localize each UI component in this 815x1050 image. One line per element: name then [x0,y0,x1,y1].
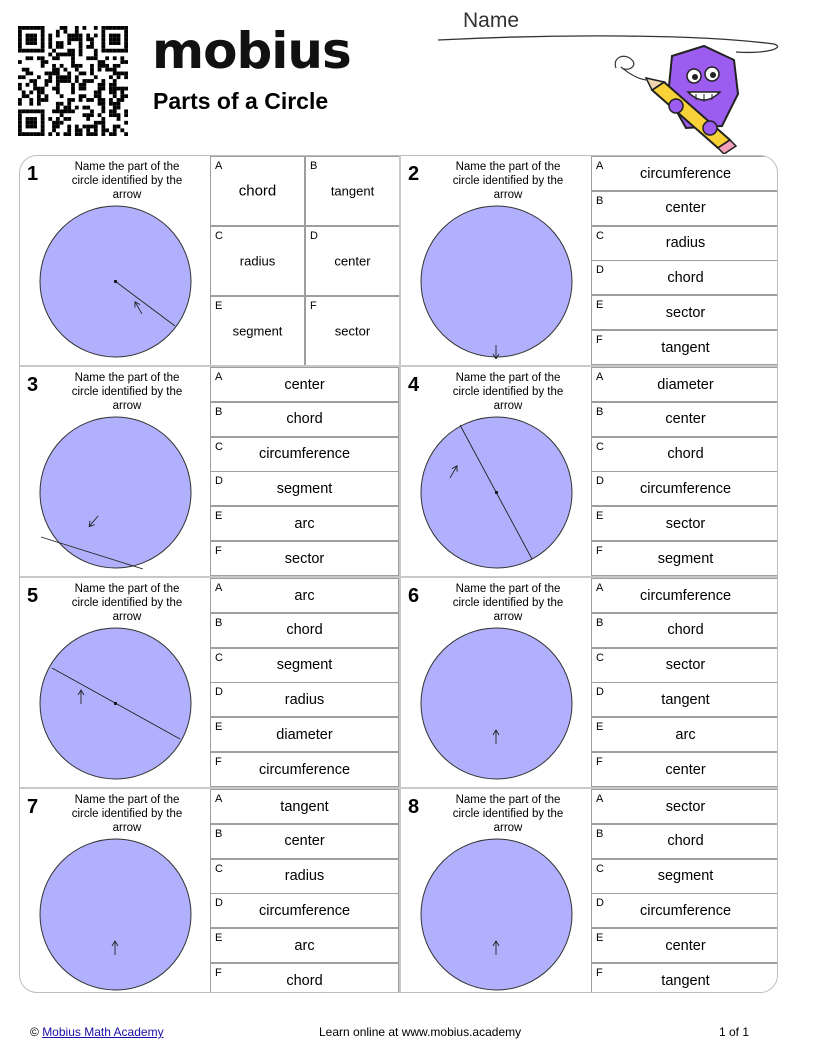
choice-text: tangent [661,972,710,989]
center-point [495,491,498,494]
choice-text: chord [667,269,704,286]
choice-letter: B [215,405,223,418]
answer-choice-a[interactable] [210,789,399,824]
choice-text: sector [665,657,706,674]
choice-text: circumference [639,480,732,497]
problem-8 [401,789,778,993]
choice-text: sector [284,550,325,567]
problem-number: 6 [408,585,420,607]
choice-letter: C [596,651,604,664]
problem-number: 5 [27,585,39,607]
answer-choice-d[interactable] [210,471,399,506]
circle-shape [40,839,191,990]
answer-choice-e[interactable] [210,717,399,752]
choice-text: segment [657,550,714,567]
mascot-illustration [612,42,752,154]
footer-page-number: 1 of 1 [719,1025,750,1039]
problem-prompt: Name the part of the circle identified by the arrow [71,794,183,834]
choice-text: center [334,253,371,269]
circle-diagram [419,626,574,781]
choice-text: circumference [639,587,732,604]
choice-letter: C [596,440,604,453]
choice-text: segment [657,868,714,885]
answer-choice-f[interactable] [305,296,400,366]
answer-choice-d[interactable] [210,893,399,928]
choice-letter: C [215,862,223,875]
problem-2 [401,156,778,365]
choice-letter: F [215,545,222,557]
answer-choices [591,367,778,576]
circle-diagram [419,415,574,570]
choice-letter: F [596,756,603,768]
answer-choice-f[interactable] [591,963,778,993]
answer-choice-c[interactable] [210,437,399,472]
choice-text: arc [675,726,696,743]
qr-code [18,26,128,136]
choice-text: segment [232,323,283,339]
choice-text: diameter [276,726,333,743]
answer-choice-c[interactable] [591,859,778,894]
answer-choice-a[interactable] [210,367,399,402]
choice-letter: D [215,686,223,699]
choice-letter: D [596,264,604,277]
problem-6 [401,578,778,787]
answer-choice-e[interactable] [591,717,778,752]
problem-prompt: Name the part of the circle identified by the arrow [452,161,564,201]
choice-text: radius [284,691,325,708]
choice-letter: E [596,932,604,945]
choice-text: chord [667,446,704,463]
answer-choice-f[interactable] [591,752,778,787]
answer-choice-f[interactable] [591,330,778,365]
choice-text: center [665,411,706,428]
footer-learn-online: Learn online at www.mobius.academy [319,1025,522,1039]
answer-choice-c[interactable] [591,226,778,261]
answer-choice-d[interactable] [591,893,778,928]
answer-choice-b[interactable] [210,824,399,859]
choice-letter: D [596,686,604,699]
choice-text: segment [276,480,333,497]
answer-choice-b[interactable] [305,156,400,226]
answer-choice-c[interactable] [210,648,399,683]
choice-text: arc [294,587,315,604]
choice-text: radius [284,868,325,885]
choice-letter: E [596,299,604,312]
answer-choice-b[interactable] [591,402,778,437]
choice-letter: F [596,967,603,979]
row-divider [20,787,777,789]
choice-text: center [284,833,325,850]
worksheet-grid [19,155,778,993]
answer-choice-a[interactable] [591,578,778,613]
choice-letter: C [215,230,223,242]
answer-choices [210,578,399,787]
choice-text: chord [667,833,704,850]
answer-choice-d[interactable] [210,682,399,717]
choice-text: circumference [639,902,732,919]
footer-copyright: © Mobius Math Academy [30,1025,164,1039]
choice-letter: C [215,651,223,664]
answer-choice-a[interactable] [591,367,778,402]
problem-number: 4 [408,374,420,396]
answer-choice-e[interactable] [210,296,305,366]
choice-letter: B [596,827,604,840]
answer-choices [210,156,399,365]
answer-choices [591,156,778,365]
answer-choices [210,789,399,993]
problem-number: 3 [27,374,39,396]
column-divider [399,156,401,992]
choice-letter: E [596,721,604,734]
answer-choice-c[interactable] [591,437,778,472]
choice-letter: E [596,510,604,523]
choice-letter: E [215,932,223,945]
answer-choice-f[interactable] [210,541,399,576]
problem-number: 2 [408,163,420,185]
choice-text: arc [294,937,315,954]
choice-letter: D [596,475,604,488]
choice-text: tangent [661,691,710,708]
problem-prompt: Name the part of the circle identified by the arrow [452,583,564,623]
circle-shape [421,628,572,779]
answer-choice-c[interactable] [210,859,399,894]
circle-diagram [38,204,193,359]
problem-1 [20,156,399,365]
choice-letter: A [215,371,223,383]
choice-letter: D [215,475,223,488]
answer-choice-f[interactable] [210,752,399,787]
choice-text: chord [238,182,277,200]
mobius-logo: mobius [152,22,351,80]
answer-choice-d[interactable] [305,226,400,296]
center-point [114,702,117,705]
choice-letter: D [310,230,318,242]
problem-number: 7 [27,796,39,818]
answer-choices [210,367,399,576]
choice-text: arc [294,515,315,532]
choice-text: sector [665,304,706,321]
choice-text: sector [665,515,706,532]
choice-text: circumference [258,761,351,778]
choice-letter: F [310,300,317,312]
answer-choice-b[interactable] [210,402,399,437]
choice-text: radius [665,235,706,252]
answer-choice-f[interactable] [210,963,399,993]
choice-text: center [665,761,706,778]
choice-text: chord [667,622,704,639]
circle-diagram [38,837,193,992]
answer-choice-b[interactable] [591,191,778,226]
choice-letter: A [215,160,223,172]
choice-letter: B [310,160,318,172]
choice-letter: F [596,545,603,557]
choice-letter: F [215,967,222,979]
answer-choice-e[interactable] [591,295,778,330]
choice-letter: C [596,229,604,242]
answer-choice-b[interactable] [591,613,778,648]
problem-5 [20,578,399,787]
choice-text: center [665,200,706,217]
answer-choice-e[interactable] [591,928,778,963]
circle-diagram [419,204,574,359]
answer-choice-a[interactable] [591,156,778,191]
choice-text: radius [239,253,276,269]
choice-letter: A [596,371,604,383]
choice-text: tangent [661,339,710,356]
choice-text: circumference [639,165,732,182]
choice-letter: B [215,616,223,629]
choice-letter: B [215,827,223,840]
choice-text: sector [665,798,706,815]
answer-choices [591,578,778,787]
answer-choice-d[interactable] [591,682,778,717]
answer-choice-a[interactable] [210,578,399,613]
choice-text: tangent [280,798,329,815]
answer-choice-e[interactable] [210,928,399,963]
answer-choice-b[interactable] [210,613,399,648]
choice-letter: A [596,160,604,172]
choice-text: center [284,376,325,393]
answer-choice-d[interactable] [591,260,778,295]
choice-text: circumference [258,446,351,463]
answer-choice-a[interactable] [210,156,305,226]
answer-choices [591,789,778,993]
choice-text: tangent [330,183,375,199]
choice-letter: A [215,582,223,594]
mobius-academy-link[interactable]: Mobius Math Academy [42,1025,164,1039]
choice-letter: B [596,616,604,629]
problem-prompt: Name the part of the circle identified by the arrow [71,583,183,623]
problem-number: 1 [27,163,39,185]
choice-text: chord [286,622,323,639]
answer-choice-e[interactable] [591,506,778,541]
choice-text: sector [334,323,371,339]
choice-text: segment [276,657,333,674]
answer-choice-e[interactable] [210,506,399,541]
answer-choice-d[interactable] [591,471,778,506]
row-divider [20,365,777,367]
problem-4 [401,367,778,576]
circle-diagram [38,626,193,781]
choice-letter: B [596,405,604,418]
choice-letter: C [215,440,223,453]
center-point [114,280,117,283]
name-label: Name [463,9,520,32]
problem-prompt: Name the part of the circle identified by the arrow [71,372,183,412]
choice-letter: F [215,756,222,768]
problem-prompt: Name the part of the circle identified by the arrow [71,161,183,201]
choice-letter: D [215,897,223,910]
choice-letter: A [596,582,604,594]
circle-diagram [38,415,193,570]
choice-text: circumference [258,902,351,919]
choice-letter: B [596,194,604,207]
choice-letter: D [596,897,604,910]
answer-choice-c[interactable] [210,226,305,296]
choice-letter: F [596,334,603,346]
choice-letter: E [215,721,223,734]
page-title: Parts of a Circle [153,88,329,114]
answer-choice-a[interactable] [591,789,778,824]
choice-text: diameter [657,376,714,393]
problem-prompt: Name the part of the circle identified by the arrow [452,794,564,834]
row-divider [20,576,777,578]
problem-3 [20,367,399,576]
circle-diagram [419,837,574,992]
circle-shape [421,206,572,357]
choice-letter: E [215,300,223,312]
choice-text: chord [286,972,323,989]
problem-prompt: Name the part of the circle identified by the arrow [452,372,564,412]
answer-choice-c[interactable] [591,648,778,683]
problem-7 [20,789,399,993]
choice-letter: E [215,510,223,523]
circle-shape [40,417,191,568]
choice-text: center [665,937,706,954]
problem-number: 8 [408,796,420,818]
circle-shape [421,839,572,990]
answer-choice-b[interactable] [591,824,778,859]
choice-letter: A [596,793,604,805]
choice-letter: A [215,793,223,805]
choice-text: chord [286,411,323,428]
choice-letter: C [596,862,604,875]
answer-choice-f[interactable] [591,541,778,576]
